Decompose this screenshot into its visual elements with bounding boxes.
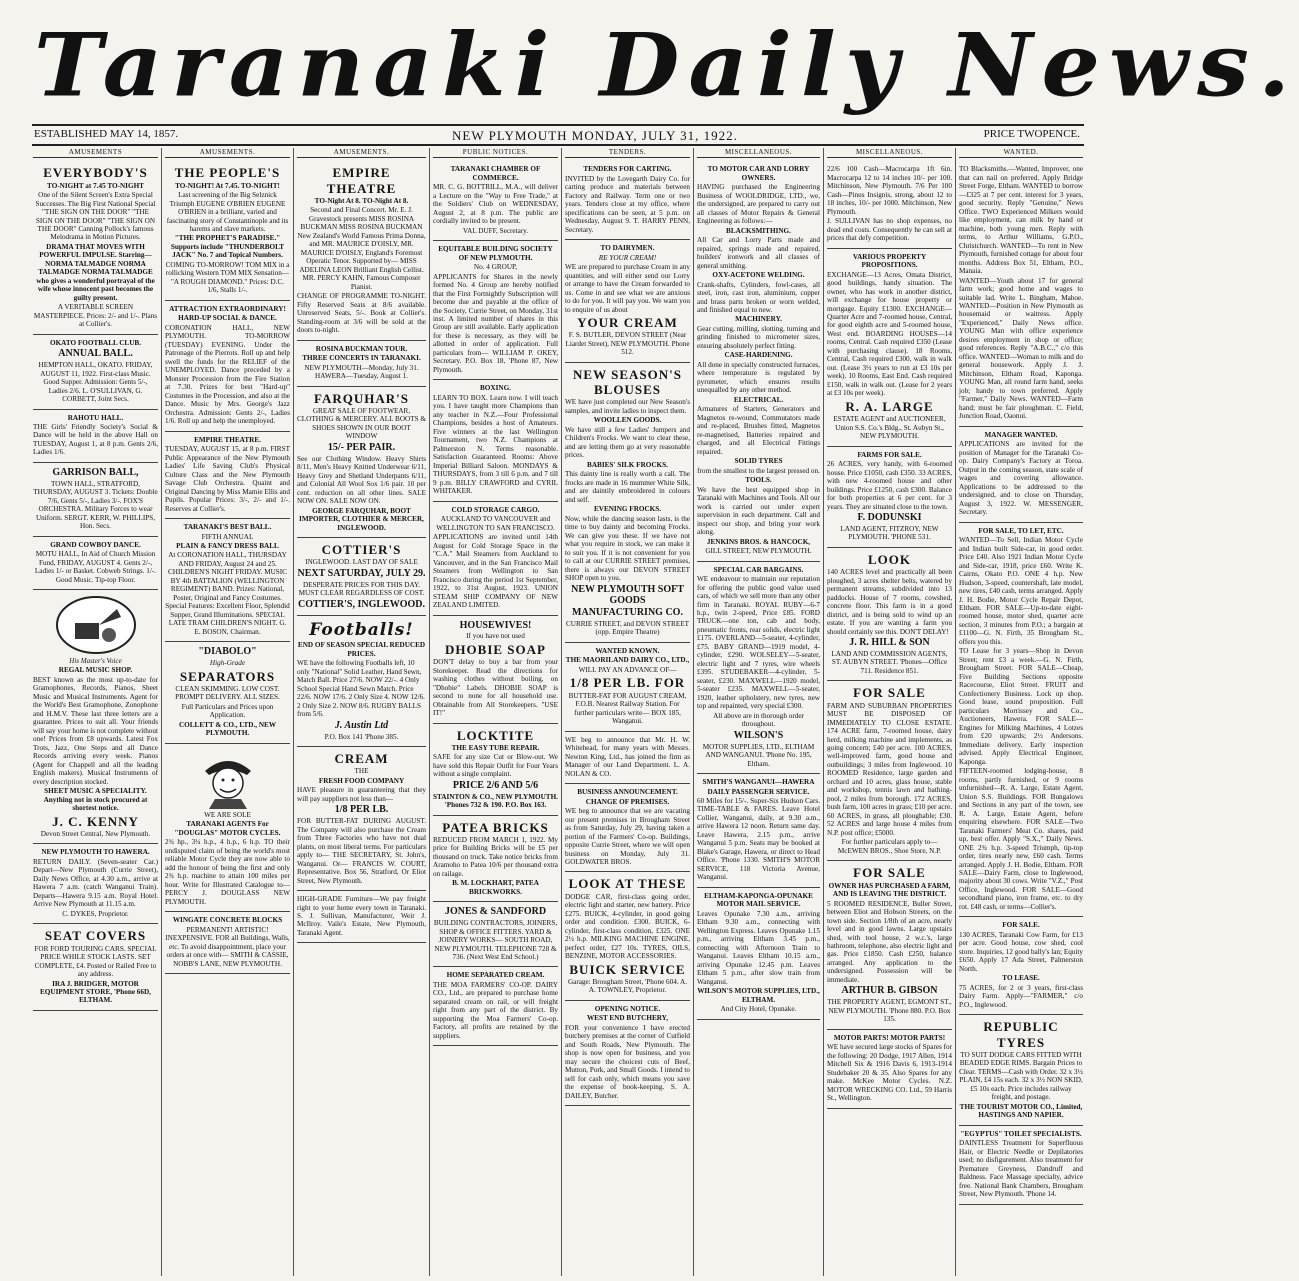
ad-body: 2¾ hp., 3¼ h.p., 4 h.p., 6 h.p. TO their undisputed claim of being the world's most reliable Motor Cycle they are now able to add the honour of being the first and only 2¾ h.p. machine to attain 100 miles per hour. Write for Illustrated Catalogue to— PERCY J. DOUGLASS NEW PLYMOUTH. xyxy=(165,838,290,906)
ad-motor-mail-service xyxy=(697,888,820,1020)
ad-motor-parts xyxy=(827,1030,952,1109)
ad-body: All above are in thorough order throughout. xyxy=(713,711,804,729)
ad-title: EVERYBODY'S xyxy=(43,165,148,181)
ad-title: EMPIRE THEATRE xyxy=(326,165,397,196)
ad-cow-farm xyxy=(959,917,1083,1015)
ad-heading: NEXT SATURDAY, JULY 29. xyxy=(297,567,426,579)
ad-title: FOR SALE xyxy=(853,685,926,701)
ad-heading: DAILY PASSENGER SERVICE. xyxy=(707,787,810,796)
masthead xyxy=(28,6,1299,124)
ad-body: HIGH-GRADE Furniture—We pay freight right to your home every town in Taranaki. S. J. Sullivan, Manufacturer, Weir J. McIlroy. Vaile's Estate, New Plymouth, Taranaki Agent. xyxy=(297,895,426,937)
ad-address: GILL STREET, NEW PLYMOUTH. xyxy=(705,547,812,556)
ad-body: All done in specially constructed furnaces, where temperature is regulated by pyrometer, which ensures results unequalled by any other method. xyxy=(697,360,820,395)
ad-body: WE beg to announce that we are vacating our present premises in Brougham Street as from Saturday, July 29, having taken a portion of the Farmers' Co-op. Buildings, opposite Currie Street, where we will open business on Monday, July 31. GOLDWATER BROS. xyxy=(565,807,690,866)
ad-body: THE Girls' Friendly Society's Social & Dance will be held in the above Hall on TUESDAY, August 1, at 8 p.m. Gents 2/6, Ladies 1/6. xyxy=(33,423,158,457)
ad-heading: HOUSEWIVES! xyxy=(459,619,532,631)
ad-empire-theatre-life-saving xyxy=(165,432,290,519)
ad-title: FOR SALE, TO LET, ETC. xyxy=(978,526,1064,535)
ad-furniture xyxy=(297,891,426,943)
dateline-bar xyxy=(32,124,1084,146)
ad-body: COMING TO-MORROW! TOM MIX in a rollicking Western TOM MIX Sensation— "A ROUGH DIAMOND." Prices: D.C. 1/6, Stalls 1/-. xyxy=(165,260,290,295)
ad-title: ROSINA BUCKMAN TOUR. xyxy=(315,344,408,353)
ad-heading: EVENING FROCKS. xyxy=(593,505,662,514)
notice-building-society xyxy=(433,241,558,380)
ad-title: MOTOR PARTS! MOTOR PARTS! xyxy=(833,1033,946,1042)
ad-heading: BUSINESS ANNOUNCEMENT. xyxy=(577,788,678,797)
ad-body: Leaves Opunake 7.30 a.m., arriving Eltham 9.30 a.m., connecting with Wellington Express. Leaves Opunake 1.15 p.m., arriving Eltham 3.45 p.m., connecting with Afternoon Train to Wanganui. Leaves Eltham 10.15 a.m., arriving Opunake 12.45 p.m. Leaves Eltham 5 p.m., after slow train from Wanganui. xyxy=(697,909,820,986)
column-heading: WANTED. xyxy=(959,148,1083,158)
ad-title: TARANAKI CHAMBER OF COMMERCE. xyxy=(450,165,541,182)
ad-signature: GEORGE FARQUHAR, BOOT IMPORTER, CLOTHIER & MERCER, INGLEWOOD. xyxy=(299,506,424,532)
ad-body: WE have just completed our New Season's samples, and invite ladies to inspect them. xyxy=(565,398,690,415)
ad-dhobie-soap xyxy=(433,616,558,724)
ad-title: TARANAKI AGENTS For "DOUGLAS" MOTOR CYCLES. xyxy=(174,820,281,837)
his-masters-voice-logo xyxy=(55,595,137,655)
ad-title: VARIOUS PROPERTY PROPOSITIONS. xyxy=(852,252,927,270)
ad-heading: THREE CONCERTS IN TARANAKI. xyxy=(302,354,421,363)
ad-body: FOR your convenience I have erected butchery premises at the corner of Cutfield and South Roads, New Plymouth. The shop is now open for business, and you may secure the choicest cuts of Beef, Mutton, Pork, and Small Goods. I intend to sell for cash only, which means you save the expense of book-keeping. S. A. DAILEY, Butcher. xyxy=(565,1023,690,1100)
column-heading: AMUSEMENTS xyxy=(33,148,158,158)
notice-nolan xyxy=(565,732,690,784)
column-heading: TENDERS. xyxy=(565,148,690,158)
ad-footballs xyxy=(297,616,426,747)
ad-signature: J. Austin Ltd xyxy=(334,719,389,731)
ad-body: WE have the following Footballs left, 10 only "National" Solid Leather, Hand Sewn, Match Ball. Price 27/6. NOW 22/-. 4 Only School Special Hand Sewn Match. Price 22/6. NOW 17/6. 2 Only Size 4. NOW 12/6. 2 Only Size 2. NOW 8/6. RUGBY BALLS from 5/6. xyxy=(297,659,425,719)
ad-body: CORONATION HALL, NEW PLYMOUTH. TO-MORROW (TUESDAY) EVENING. Under the Patronage of the Pierrots. Roll up and help swell the funds for the RELIEF of the UNEMPLOYED. Dance preceded by a Monster Procession from the Fire Station at 7.30. Prizes for best "Hard-up" Costumes in the Procession, and also at the Dance. Music by Mrs. George's Jazz Orchestra. Admission: Gents 2/-, Ladies 1/6. Roll up and help the unemployed. xyxy=(165,323,290,426)
column-amusements-3 xyxy=(294,148,430,1276)
ad-signature: C. DYKES, Proprietor. xyxy=(62,909,129,918)
ad-time: TO-NIGHT at 7.45 TO-NIGHT xyxy=(47,181,144,190)
ad-body: WE have secured large stocks of Spares for the following: 20 Dodge, 1917 Allen, 1914 Mitchell Six & 1916 Davis 6, 1913-1914 Studebaker 20 & 35. Also Spares for any make. McKee Motor Cycles. N.Z. MOTOR WRECKING CO. Ltd., 59 Harris St., Wellington. xyxy=(827,1043,953,1103)
ad-body: 130 ACRES, Taranaki Cow Farm, for £13 per acre. Good house, cow shed, cool store. Inquiries, 12 good bally's lan; Equity £650. Apply 17 Ada Street, Palmerston North. xyxy=(959,930,1083,973)
ad-signature: THE TOURIST MOTOR CO., Limited, HASTINGS AND NAPIER. xyxy=(959,1102,1083,1120)
ad-title: WINGATE CONCRETE BLOCKS xyxy=(172,916,283,925)
ad-seat-covers xyxy=(33,924,158,1011)
ad-title: FOR SALE xyxy=(853,865,926,881)
ad-title: THE PEOPLE'S xyxy=(174,165,281,181)
ad-heading: WANTED KNOWN. xyxy=(595,646,660,655)
ad-body: If you have not used xyxy=(466,632,525,641)
ad-diabolo-separators xyxy=(165,642,290,744)
ad-body: WILL PAY AN ADVANCE OF— xyxy=(578,665,677,674)
tender-carting xyxy=(565,161,690,240)
ad-heading: ELECTRICAL. xyxy=(733,395,784,404)
ad-title: EMPIRE THEATRE. xyxy=(194,435,261,444)
ad-body: 60 Miles for 15/-. Super-Six Hudson Cars. TIME-TABLE & FARES. Leave Hotel Collier, Wanganui, daily, at 9.30 a.m., arrive Hawera 12 noon. Return same day. Leave Hawera, 2.15 p.m., arrive Wanganui 5 p.m. Seats may be booked at Blake's Garage, Hawera, or direct to Head Office. 'Phone 1330. SMITH'S MOTOR SERVICE, 118 Victoria Avenue, Wanganui. xyxy=(697,796,820,882)
ad-body: APPLICATIONS are invited until 14th August for Cold Storage Space in the "C.A." Mail Steamers from Auckland to Vancouver, and in the San Francisco Mail Steamers from Wellington to San Francisco during the period 1st September, 1922, to 31st August, 1923. UNION STEAM SHIP COMPANY OF NEW ZEALAND LIMITED. xyxy=(433,533,558,610)
ad-garrison-ball xyxy=(33,463,158,537)
ad-title: DHOBIE SOAP xyxy=(445,641,546,657)
ad-heading: CASE-HARDENING. xyxy=(724,351,793,360)
ad-signature: F. S. BUTLER, DEVON STREET (Near Liardet Street), NEW PLYMOUTH. Phone 512. xyxy=(565,331,690,357)
ad-body: DON'T delay to buy a bar from your Storekeeper. Read the directions for washing clothes without boiling, on "Dhobie" Labels. DHOBIE SOAP is second to none for all household use. Obtainable from All Storekeepers. "USE IT!" xyxy=(433,658,558,718)
ad-title: TENDERS FOR CARTING. xyxy=(583,165,672,174)
ad-jones-sandford xyxy=(433,902,558,967)
ad-signature: For further particulars apply to— McEWEN BROS., Shoe Store, N.P. xyxy=(837,838,942,855)
ad-body: FOR BUTTER-FAT DURING AUGUST. The Company will also purchase the Cream from Three Factories who have not dual plants, on most liberal terms. For particulars apply to— THE SECRETARY, St. John's, Wanganui. Or— FRANCIS W. COURT, Representative. Box 56, Stratford, Or Eliot Street, New Plymouth. xyxy=(297,817,426,885)
ad-body: HAVING purchased the Engineering Business of WOOLDRIDGE, LTD., we, the undersigned, are prepared to carry out all classes of Motor Repairs & General Engineering as follows:— xyxy=(697,183,820,226)
ad-body: All Car and Lorry Parts made and repaired, springs made and repaired, builders' ironwork and all classes of general smithing. xyxy=(697,236,820,270)
ad-jenkins-engineering xyxy=(697,161,820,561)
ad-heading: SOLID TYRES xyxy=(734,457,783,466)
ad-heading: OWNER HAS PURCHASED A FARM, AND IS LEAVING THE DISTRICT. xyxy=(828,881,951,899)
ad-body: FARM AND SUBURBAN PROPERTIES MUST BE DISPOSED OF IMMEDIATELY TO CLOSE ESTATE. 174 ACRE farm, 7-roomed house, dairy herd, milking machine and implements, as going concern; £40 per acre. 100 ACRES, well-improved farm, good house and outbuildings; 3 miles from Inglewood. 10 ROOMED Residence, large garden and orchard and 10 acres, glass house, stable and workshop, tennis lawn and bathing-pool, 2 miles from borough. 172 ACRES, bush farm, 100 acres in grass; £10 per acre. 60 ACRES, in grass, all ploughable; £30. 52 ACRES and large house 4 miles from N.P. post office; £5000. xyxy=(827,701,952,837)
ad-body: CLEAN SKIMMING. LOW COST. PROMPT DELIVERY. ALL SIZES. xyxy=(175,684,280,702)
ad-body: 140 ACRES level and practically all been ploughed, 3 acres shelter belts, watered by permanent streams, subdivided into 13 paddocks. House of 7 rooms, cowshed, concrete floor. This farm is in a good district, and is being sold to wind up an estate. If you are wanting a farm you should certainly see this. DON'T DELAY! xyxy=(827,568,952,636)
ad-signature: J. R. HILL & SON xyxy=(849,636,930,648)
ad-title: JONES & SANDFORD xyxy=(444,906,547,918)
ad-heading: FRESH FOOD COMPANY xyxy=(318,776,405,785)
ad-title: SMITH'S WANGANUI—HAWERA xyxy=(702,778,815,787)
ad-title: HOME SEPARATED CREAM. xyxy=(446,971,545,980)
ad-wingate-blocks xyxy=(165,912,290,974)
ad-buckman-tour xyxy=(297,341,426,387)
ad-body: See our Clothing Window. Heavy Shirts 8/11, Men's Heavy Knitted Underwear 6/11, Heavy Grey and Shetland Underpants 6/11, and Colonial All Wool Sox 1/6 pair. 10 per cent. reduction on all other lines. SALE NOW ON. SALE NOW ON. xyxy=(297,454,426,506)
ad-locktite xyxy=(433,724,558,816)
ad-title: SPECIAL CAR BARGAINS. xyxy=(713,565,804,574)
column-miscellaneous-2 xyxy=(824,148,956,1276)
ad-address: MOTOR SUPPLIES, LTD., ELTHAM AND WANGANUI. 'Phone No. 195, Eltham. xyxy=(702,742,815,768)
column-tenders xyxy=(562,148,694,1276)
ad-title: BOXING. xyxy=(480,384,511,393)
ad-address: ESTATE AGENT and AUCTIONEER, Union S.S. Co.'s Bldg., St. Aubyn St., NEW PLYMOUTH. xyxy=(833,415,946,441)
ad-regal-music xyxy=(33,590,158,844)
ad-address: CURRIE STREET, and DEVON STREET (opp. Empire Theatre) xyxy=(565,620,690,637)
column-miscellaneous-1 xyxy=(694,148,824,1276)
ad-body: BEST known as the most up-to-date for Gramophones, Records, Pianos, Sheet Music and Musical Instruments. Agent for the World's Best Gramophone, Zonophone and H.M.V. These last three letters are a guarantee. Prices to suit all. Your friends will say your home is not complete without one! Prices from £8 upwards. Latest Fox Trots, Jazz, One Steps and all Dance Records arriving every week. Pianos (Agent for Chappell and all the leading English makers). Musical Instruments of every description stocked. xyxy=(33,675,158,786)
ad-body: HEMPTON HALL, OKATO. FRIDAY, AUGUST 11, 1922. First-class Music. Good Supper. Admission: Gents 5/-, Ladies 2/6. L. O'SULLIVAN, G. CORBETT, Joint Secs. xyxy=(38,361,153,404)
ad-look-farm xyxy=(827,548,952,681)
ad-egyptus xyxy=(959,1126,1083,1205)
ad-signature: STAINTON & CO., NEW PLYMOUTH. 'Phones 732 & 190. P.O. Box 163. xyxy=(433,792,558,810)
ad-price: 1/8 PER LB. xyxy=(334,804,389,816)
ad-signature: COLLETT & CO., LTD., NEW PLYMOUTH. xyxy=(178,720,277,738)
ad-heading: MACHINERY. xyxy=(735,315,782,324)
ad-title: GRAND COWBOY DANCE. xyxy=(50,540,141,549)
ad-heading: TARANAKI'S BEST BALL. xyxy=(183,523,272,532)
notice-chamber-of-commerce xyxy=(433,161,558,241)
ad-price: 1/8 PER LB. FOR xyxy=(569,675,686,691)
ad-body: WANTED—To Sell, Indian Motor Cycle and Indian built Side-car, in good order. Price £40. Also 1921 Indian Motor Cycle and Side-car, 1918, price £60. Write K. Cairns, Okato P.O. ONE 4 h.p. New Hudson, 3-speed, countershaft, late model, new tires, £40 cash, terms arranged. Apply J. H. Bodie, Motor Cycle Repair Depot, Eltham. FOR SALE—Up-to-date eight-roomed house, motor shed, quarter acre section, 3 minutes from P.O.; a bargain at £1100—G. N. Firth, 35 Brougham St., offers you this. xyxy=(959,536,1083,646)
ad-heading: TO LEASE. xyxy=(1002,974,1040,983)
ad-body: WANTED—Youth about 17 for general farm work; good home and wages to suitable lad. Write L. Bingham, Mahoe. WANTED—Position in New Plymouth as housemaid or waitress. Apply "Experienced," Daily News office. YOUNG Man with office experience desires employment in shop or office; good references. Reply "A.B.C.," c/o this office. WANTED—Woman to milk and do general housework. Apply J. J. Mitchinson, Eltham Road, Kaponga. YOUNG Man, all round farm hand, seeks job; handy to town preferred. Apply "Farmer," Daily News. WANTED—Farm hand; must be fair ploughman. C. Field, Junction Road, Oaonui. xyxy=(959,276,1083,421)
ad-address: THE PROPERTY AGENT, EGMONT ST., NEW PLYMOUTH. 'Phone 880. P.O. Box 135. xyxy=(827,998,952,1024)
ad-title: CHANGE OF PREMISES. xyxy=(585,797,670,806)
ad-address: And City Hotel, Opunake. xyxy=(720,1005,797,1014)
ad-special-car-bargains xyxy=(697,562,820,774)
ad-title: "DIABOLO" xyxy=(198,646,257,658)
ad-heading: ATTRACTION EXTRAORDINARY! xyxy=(169,304,286,313)
ad-empire-theatre xyxy=(297,161,426,340)
ad-signature: F. DODUNSKI xyxy=(857,512,922,524)
ad-for-sale-residence xyxy=(827,861,952,1029)
ad-body: Crank-shafts, Cylinders, fowl-cases, all steel, iron, cast iron, aluminium, copper and brass parts broken or worn welded, and finished equal to new. xyxy=(697,280,820,314)
column-heading: AMUSEMENTS. xyxy=(165,148,290,158)
ad-body: THE MOA FARMERS' CO-OP. DAIRY CO., Ltd., are prepared to purchase home separated cream on rail, or will freight right from any part of the district. By supporting the Moa Farmers' Co-op. Factory, all profits are retained by the suppliers. xyxy=(433,980,558,1040)
notice-goldwater xyxy=(565,784,690,872)
ad-signature: R. A. LARGE xyxy=(845,398,934,414)
ad-heading: OPENING NOTICE. xyxy=(594,1004,661,1013)
ad-body: DESPERATE PRICES FOR THIS DAY. MUST CLEAR REGARDLESS OF COST. xyxy=(298,580,425,598)
ad-body: EXCHANGE—13 Acres, Omata District, good buildings, handy situation. The owner, who has work in another district, will exchange for house property or mortgage. Equity £1300. EXCHANGE—Quarter Acre and 7-roomed house, Central, for good eighth acre and 5-roomed house, West end. BOARDING HOUSES—14 rooms, Central. Cash required £350 (Lease with purchasing clause). 18 Rooms, Central, Cash required £300, walk in walk out. (Lease 3½ years to run at £3 10s per week). 10 Rooms, East End. Cash required £150, walk in walk out. (Lease for 2 years at £3 10s per week). xyxy=(827,270,952,398)
ad-body: At CORONATION HALL, THURSDAY AND FRIDAY, August 24 and 25. CHILDREN'S NIGHT FRIDAY. MUSIC BY 4th BATTALION (WELLINGTON REGIMENT) BAND. Prizes: National, Poster, Original and Fancy Costumes. Special Features: Excellent Floor, Splendid Supper, Grand Illuminations. SPECIAL LATE TRAM CHILDREN'S NIGHT. G. E. BOSON, Chairman. xyxy=(165,551,290,636)
ad-signature: IRA J. BRIDGER, MOTOR EQUIPMENT STORE, 'Phone 66D, ELTHAM. xyxy=(40,979,151,1005)
ad-fresh-food-cream xyxy=(297,747,426,891)
ad-cowboy-dance xyxy=(33,537,158,590)
ad-heading: RAHOTU HALL. xyxy=(67,413,124,422)
ad-body: 75 ACRES, for 2 or 3 years, first-class Dairy Farm. Apply—"FARMER," c/o P.O., Inglewood. xyxy=(959,983,1083,1009)
ad-body: Armatures of Starters, Generators and Magnetos re-wound, Commutators made and re-placed, Brushes fitted, Magnetos re-magnetised, Batteries repaired and charged, and all Electrical Fittings repaired. xyxy=(697,405,820,456)
classifieds-for-sale xyxy=(959,523,1083,918)
ad-title: SEAT COVERS xyxy=(44,928,147,944)
ad-body: DODGE CAR, first-class going order, electric light and starter, new battery. Price £275. BUICK, 4-cylinder, in good going order and condition. £300. BUICK, 6-cylinder, first-class condition, £325. ONE 2½ h.p. MILKING MACHINE ENGINE, perfect order, £27 10s. TYRES, OILS, BENZINE, MOTOR ACCESSORIES. xyxy=(565,892,690,961)
ad-body: DAINTLESS Treatment for Superfluous Hair, or Electric Needle or Depilatories used; no disfigurement. Also treatment for Premature Greyness, Dandruff and Baldness. Face Massage specialty, advice free. National Bank Chambers, Brougham Street, New Plymouth. 'Phone 14. xyxy=(959,1139,1083,1199)
ad-title: LOOK xyxy=(867,551,911,567)
ad-price: PRICE 2/6 AND 5/6 xyxy=(452,779,539,791)
established-text: ESTABLISHED MAY 14, 1857. xyxy=(34,128,179,140)
ad-patea-bricks xyxy=(433,816,558,903)
ad-signature: NEW PLYMOUTH SOFT GOODS MANUFACTURING CO. xyxy=(571,583,684,619)
ad-title: TO MOTOR CAR AND LORRY OWNERS. xyxy=(707,165,810,182)
ad-body: WE beg to announce that Mr. H. W. Whitehead, for many years with Messrs. Newton King, Ltd., has joined the firm as Manager of our Land Department. L. A. NOLAN & CO. xyxy=(565,735,690,778)
ad-body: This dainty line is really worth a call. The frocks are made in 16 mummer White Silk, and are daintily embroidered in colours and self. xyxy=(565,470,690,504)
ad-west-end-butchery xyxy=(565,1001,690,1106)
column-heading: AMUSEMENTS. xyxy=(297,148,426,158)
ad-signature: B. M. LOCKHART, PATEA BRICKWORKS. xyxy=(452,879,539,896)
notice-cold-storage xyxy=(433,502,558,616)
ad-title: WEST END BUTCHERY, xyxy=(586,1014,669,1023)
ad-body: HAVE pleasure in guaranteeing that they will pay suppliers not less than— xyxy=(297,786,426,803)
ad-body: We have the best equipped shop in Taranaki with Machines and Tools. All our work is carried out under expert supervision in each department. Call and inspect our shop, and bring your work along. xyxy=(697,485,820,537)
ad-body: LEARN TO BOX. Learn now. I will teach you. I have taught more Champions than any teacher in N.Z.—Four Professional Champions, besides a host of Amateurs. Five winners at the last Wellington Tournament, two N.Z. Champions at Palmerston N. Terms reasonable. Satisfaction Guaranteed. Rooms: Above Imperial Billiard Saloon. MONDAYS & THURSDAYS, from 3 till 6 p.m. and 7 till 9 p.m. BILLY CRAWFORD and CYRIL WHITAKER. xyxy=(433,393,558,496)
ad-address: LAND AND COMMISSION AGENTS, ST. AUBYN STREET. 'Phones—Office 711. Residence 851. xyxy=(831,649,948,675)
ad-title: MANAGER WANTED. xyxy=(984,430,1058,439)
ad-title: EQUITABLE BUILDING SOCIETY OF NEW PLYMOUTH. xyxy=(438,245,553,262)
ad-body: MR. C. G. BOTTRILL, M.A., will deliver a Lecture on the "Way to Free Trade," at the Soldiers' Club on WEDNESDAY, August 2, at 8 p.m. The public are cordially invited to be present. xyxy=(433,183,558,226)
issue-date: NEW PLYMOUTH MONDAY, JULY 31, 1922. xyxy=(452,128,738,143)
ad-body: REDUCED FROM MARCH 1, 1922. My price for Building Bricks will be £5 per thousand on truck. Take notice bricks from Aramoho to Patea 10/6 per thousand extra on railage. xyxy=(433,835,558,878)
ad-body: Full Particulars and Prices upon Application. xyxy=(181,702,274,720)
ad-everybodys xyxy=(33,161,158,335)
ad-heading: AUCKLAND TO VANCOUVER and WELLINGTON TO SAN FRANCISCO. xyxy=(436,515,555,532)
ad-body: One of the Silent Screen's Extra Special Successes. The Big First National Special "THE SIGN ON THE DOOR" "THE SIGN ON THE DOOR" "THE SIGN ON THE DOOR" Canning Pollock's famous Melodrama in Motion Pictures. xyxy=(35,191,156,242)
ad-title: HARD-UP SOCIAL & DANCE. xyxy=(178,314,277,323)
ad-body: PERMANENT! ARTISTIC! INEXPENSIVE. FOR all Buildings, Walls, etc. To avoid disappointment, place your orders at once with— SMITH & CASSIE, NOBB'S LANE, NEW PLYMOUTH. xyxy=(165,925,290,968)
ad-body: RETURN DAILY. (Seven-seater Car.) Depart—New Plymouth (Currie Street), Daily News Office, at 4.30 a.m., arrive at Hawera 7 a.m. (catch Wanganui Train). Departs—Hawera 9.15 a.m. Royal Hotel. Arrive New Plymouth at 11.15 a.m. xyxy=(33,857,158,909)
ad-title: REPUBLIC TYRES xyxy=(983,1019,1059,1050)
ad-title: BUICK SERVICE xyxy=(569,961,686,977)
ad-title: FOR SALE. xyxy=(1002,921,1040,930)
ad-body: CHANGE OF PROGRAMME TO-NIGHT. Fifty Reserved Seats at 8/6 available. Unreserved Seats, 5/-. Book at Collier's. Standing-room at 3/6 will be sold at the doors to-night. xyxy=(297,292,426,335)
ad-title: "EGYPTUS" TOILET SPECIALISTS. xyxy=(960,1129,1082,1138)
ad-body: J. SULLIVAN has no shop expenses, no dead end costs. Consequently he can sell at prices that defy competition. xyxy=(827,217,952,243)
notice-boxing xyxy=(433,380,558,501)
ad-body: SAFE for any size Cut or Blow-out. We have sold this Repair Outfit for Four Years without a single complaint. xyxy=(433,753,558,779)
ad-smiths-passenger-service xyxy=(697,774,820,888)
ad-body: 22/6 100 Cash—Macrocarpa 1ft 6in. Macrocarpa 12 to 14 inches 10/- per 100. Mitchinson, New Plymouth. 7/6 Per 100 Cash—Pinus Insignis, strong, about 12 to 18 inches, 10/- per 1000. Mitchinson, New Plymouth. xyxy=(827,165,952,216)
ad-farms-for-sale xyxy=(827,447,952,548)
ad-maoriland-dairy xyxy=(565,643,690,732)
ad-body: MOTU HALL, In Aid of Church Mission Fund, FRIDAY, AUGUST 4. Gents 2/-, Ladies 1/- or Basket. Cobweb Strings. 1/-. Good Music. Tip-top Floor. xyxy=(34,550,157,584)
ad-peoples xyxy=(165,161,290,301)
ad-body: 26 ACRES, very handy, with 6-roomed house. Price £1050, cash £350. 33 ACRES, with new 4-roomed house and other buildings. Price £1250, cash £300. Balance for both properties at 6 per cent. for 3 years. They are situated close to the town. xyxy=(827,460,952,511)
ad-title: YOUR CREAM xyxy=(577,315,678,330)
ad-republic-tyres xyxy=(959,1015,1083,1126)
ad-body: TO Lease for 3 years—Shop in Devon Street; rent £3 a week.—G. N. Firth, Brougham Street. FOR SALE—Cheap, Five Building Sections opposite Racecourse, Eliot Street. FRUIT and Confectionery Business. Lock up shop. Good lease, sound proposition. Full particulars Morrissey and Co., Auctioneers, Hawera. FOR SALE—Engines for Milking Machines, 4 Lotzes from £20 upwards; 2½ Andersons. Immediate delivery. Early inspection advised. Apply Electrical Engineer, Kaponga. xyxy=(959,647,1083,766)
ad-blouses xyxy=(565,363,690,643)
ad-body: APPLICATIONS are invited for the position of Manager for the Taranaki Co-op. Dairy Company's Factory at Toroa. Output in the coming season, state scale of wages and covering allowance. Applications to be addressed to the undersigned, and to close on Thursday, August 3, 1922. W. MESSENGER, Secretary. xyxy=(959,440,1083,517)
ad-body: Gear cutting, milling, slotting, turning and grinding finished to micrometer sizes, ensuring absolutely perfect fitting. xyxy=(697,324,820,350)
ad-signature: ARTHUR B. GIBSON xyxy=(841,985,938,997)
ad-title: LOCKTITE xyxy=(456,727,535,743)
ad-signature: J. C. KENNY xyxy=(52,813,139,829)
ad-heading: RE YOUR CREAM! xyxy=(598,253,657,262)
ad-title: NEW SEASON'S BLOUSES xyxy=(573,366,682,398)
ad-mitchinson-trees xyxy=(827,161,952,248)
ad-body: WE are prepared to purchase Cream in any quantities, and will either send our Lorry or arrange to have the Cream forwarded to us. Come in and see what we are anxious to do for you. It will pay you. We want you to enquire of us about xyxy=(565,263,690,314)
ad-body: GREAT SALE OF FOOTWEAR, CLOTHING & MERCERY. ALL BOOTS & SHOES SHOWN IN OUR BOOT WINDOW xyxy=(297,406,426,441)
page-columns xyxy=(30,148,1086,1276)
ad-body: We have still a few Ladies' Jumpers and Children's Frocks. We want to clear these, and are letting them go at very reasonable prices. xyxy=(565,425,690,460)
ad-okato-ball xyxy=(33,335,158,410)
ad-title: NEW PLYMOUTH TO HAWERA. xyxy=(41,848,150,857)
ad-title: FARMS FOR SALE. xyxy=(857,450,922,459)
ad-title: LOOK AT THESE xyxy=(568,876,687,892)
ad-rahotu xyxy=(33,410,158,463)
ad-heading: WE ARE SOLE xyxy=(204,810,251,819)
ad-body: TUESDAY, AUGUST 15, at 8 p.m. FIRST Public Appearance of the New Plymouth Ladies' Life Saving Club's Physical Culture Class and the New Plymouth Savage Club Orchestra. Quaint and Original Dancing by Miss Mamie Ellis and Pupils. Popular Prices: 3/-, 2/- and 1/-. Reserves at Collier's. xyxy=(165,445,290,513)
ad-heading: OKATO FOOTBALL CLUB. xyxy=(50,338,141,347)
ad-body: TO SUIT DODGE CARS FITTED WITH BEADED EDGE RIMS. Bargain Prices to Clear. TERMS—Cash with Order. 32 x 3½ PLAIN, £4 15s each. 32 x 3½ NON SKID, £5 10s each. Price includes railway freight, and postage. xyxy=(959,1050,1083,1102)
ad-signature: JENKINS BROS. & HANCOCK, xyxy=(706,537,811,546)
ad-hard-up-social xyxy=(165,301,290,432)
ad-body: from the smallest to the largest pressed on. xyxy=(697,466,820,475)
ad-title: ELTHAM-KAPONGA-OPUNAKE MOTOR MAIL SERVICE. xyxy=(704,891,813,909)
ad-body: APPLICANTS for Shares in the newly formed No. 4 Group are hereby notified that the First Fortnightly Subscription will become due and payable at the office of the Society, Currie Street, on Monday, 31st inst. A limited number of shares in this Group are still available. Early application for these is necessary, as they will be allotted in order of application. Full particulars from— WILLIAM P. OKEY, Secretary. P.O. Box 18, 'Phone 87, New Plymouth. xyxy=(433,272,558,374)
ad-title: SEPARATORS xyxy=(179,668,276,684)
ad-body: NEW PLYMOUTH—Monday, July 31. HAWERA—Tuesday, August 1. xyxy=(304,363,419,381)
ad-title: COTTIER'S xyxy=(321,542,402,558)
ad-title: THE MAORILAND DAIRY CO., LTD., xyxy=(565,656,690,665)
ad-title: PATEA BRICKS xyxy=(442,819,549,835)
ad-body: A VERITABLE SCREEN MASTERPIECE. Prices: 2/- and 1/-. Plans at Collier's. xyxy=(33,303,158,329)
ad-body: Garage: Brougham Street, 'Phone 604. A. A. TOWNLEY, Proprietor. xyxy=(567,978,688,995)
ad-address: P.O. Box 141 'Phone 385. xyxy=(324,732,399,741)
ad-hawera-service xyxy=(33,844,158,924)
ad-signature: COTTIER'S, INGLEWOOD. xyxy=(298,598,425,610)
ad-body: INVITED by the Lovegarth Dairy Co. for carting produce and materials between Factory and Railway. Term one or two years. Tenders close at my office, where specifications can be seen, at 5 p.m. on Wednesday, August 9. T. HARRY PENN, Secretary. xyxy=(565,174,690,234)
ad-subtitle: High-Grade xyxy=(209,659,246,668)
ad-heading: BABIES' SILK FROCKS. xyxy=(587,460,668,469)
ad-look-at-these xyxy=(565,872,690,1001)
column-heading: MISCELLANEOUS. xyxy=(827,148,952,158)
ad-signature: WILSON'S MOTOR SUPPLIES, LTD., ELTHAM. xyxy=(697,987,820,1004)
ad-time: TO-Night At 8. TO-Night At 8. xyxy=(314,196,409,205)
ad-body: "THE PROPHET'S PARADISE." Supports include "THUNDERBOLT JACK" No. 7 and Topical Numbers. xyxy=(170,234,285,260)
ad-heading: THE EASY TUBE REPAIR. xyxy=(451,743,540,752)
column-wanted xyxy=(956,148,1086,1276)
ad-body: Now, while the dancing season lasts, is the time to buy dainty and becoming Frocks. We can give you these. If we have not what you require in stock, we can make it to suit you. If it is not convenient for you to call at our CURRIE STREET premises, there is always our DEVON STREET SHOP open to you. xyxy=(565,514,690,583)
column-amusements-1 xyxy=(30,148,162,1276)
ad-heading: OXY-ACETONE WELDING. xyxy=(712,271,805,280)
ad-body: THE xyxy=(354,767,369,776)
column-amusements-2 xyxy=(162,148,294,1276)
ad-large-properties xyxy=(827,249,952,447)
ad-address: Devon Street Central, New Plymouth. xyxy=(40,829,151,838)
ad-body: BUILDING CONTRACTORS, JOINERS, SHOP & OFFICE FITTERS. YARD & JOINERY WORKS— SOUTH ROAD, NEW PLYMOUTH. TELEPHONE 728 & 736. (Next West End School.) xyxy=(433,919,558,961)
ad-body: 5 ROOMED RESIDENCE, Buller Street, between Eliot and Hobson Streets, on the town side. Section 1/8th of an acre, nearly level and in good lawns. Large upstairs shed, with tool house, 2 w.c.'s, large bathroom, telephone, also electric light and gas. Price £1850. Cash £250, balance arranged. Any application to the undersigned. Possession will be immediate. xyxy=(827,899,952,984)
ad-heading: TOOLS. xyxy=(745,476,772,485)
ad-body: WE endeavour to maintain our reputation for offering the public good value used cars, of which we sell more than any other firm in Taranaki. ROYAL RUBY—6-7 h.p., twin 2-speed, Price £85. FORD TRUCK—one ton, cab and body, pneumatic fronts, rear solids, electric light £175. OVERLAND—5-seater, 4-cylinder, £75. BABY GRAND—1919 model, 4-cylinder, £290. WOLSELEY—5-seater, electric light and 7 tyres, wire wheels £395. STUDEBAKER—4-cylinder, 5-seater, £230. MAXWELL—1920 model, 5-seater £235. MAXWELL—5-seater, 1920, leather upholstery, new tyres, new top and repainted, very special £300. xyxy=(697,575,820,711)
ad-title: PLAIN & FANCY DRESS BALL xyxy=(176,541,279,550)
ad-title: CREAM xyxy=(334,751,389,767)
ad-fancy-dress-ball xyxy=(165,519,290,642)
ad-body: BUTTER-FAT FOR AUGUST CREAM, F.O.B. Nearest Railway Station. For further particulars write— BOX 185, Wanganui. xyxy=(568,691,687,726)
ad-douglas-motorcycles xyxy=(165,744,290,912)
ad-heading: WOOLLEN GOODS. xyxy=(593,416,662,425)
ad-manager-wanted xyxy=(959,427,1083,523)
logo-caption: His Master's Voice xyxy=(69,657,122,666)
ad-body: TO Blacksmiths.—Wanted, Improver, one that can nail on preferred. Apply Bridge Street Forge, Eltham. WANTED to borrow—£325 at 7 per cent. interest for 3 years, good security. Reply "Genuine," News Office. TWO Experienced Milkers would like employment, can milk by hand or machine, both young men. Reply with terms, to Arthur Williams, G.P.O., Christchurch. WANTED—To rent in New Plymouth, furnished cottage for about four months. Address Box 51, Eltham, P.O., Manaia. xyxy=(959,165,1083,276)
price-text: PRICE TWOPENCE. xyxy=(983,128,1080,140)
man-with-cap-illustration xyxy=(193,749,263,809)
ad-heading: END OF SEASON SPECIAL REDUCED PRICES. xyxy=(297,641,426,658)
ad-price: 15/- PER PAIR. xyxy=(327,441,396,453)
column-public-notices xyxy=(430,148,562,1276)
ad-title: COLD STORAGE CARGO. xyxy=(451,505,540,514)
ad-body: FIFTEEN-roomed lodging-house, 8 rooms, partly furnished, or 9 rooms unfurnished—R. A. Large, Estate Agent, Union S.S. Buildings. FOR Bungalows and Sections in any part of the town, see R. A. Large, Estate Agent, before enquiring elsewhere. FOR SALE—Two Taranaki Farmers' Meat Co. shares, paid up, best offer. Apply "S.X.," Daily News. ONE 2¾ h.p. 3-speed Triumph, tip-top order, tires nearly new, £60 cash. Terms arranged. Apply J. H. Bodie, Eltham. FOR SALE—Dairy Farm, close to Inglewood, majority about 30 cows. Write "V.Z.," Post Office, Inglewood. FOR SALE—Good secondhand piano, iron frame, etc. to dry rot. £48 cash, or terms—Collier's. xyxy=(959,767,1083,911)
ad-body: Second and Final Concert. Mr. E. J. Gravestock presents MISS ROSINA BUCKMAN MISS ROSINA BUCKMAN New Zealand's World Famous Prima Donna, and MR. MAURICE D'OISLY, MR. MAURICE D'OISLY, England's Foremost Operatic Tenor. Supported by— MISS ADELINA LEON Brilliant English Cellist. MR. PERCY KAHN, Famous Composer Pianist. xyxy=(297,206,426,291)
ad-body: SHEET MUSIC A SPECIALITY. Anything not in stock procured at shortest notice. xyxy=(43,787,148,813)
ad-heading: No. 4 GROUP, xyxy=(473,263,518,272)
ad-farquhars xyxy=(297,387,426,538)
ad-body: INGLEWOOD. LAST DAY OF SALE xyxy=(305,558,418,567)
ad-address: LAND AGENT, FITZROY, NEW PLYMOUTH. 'PHONE 531. xyxy=(840,524,939,542)
column-heading: MISCELLANEOUS. xyxy=(697,148,820,158)
ad-body: FOR FORD TOURING CARS. SPECIAL PRICE WHILE STOCK LASTS. SET COMPLETE, £4. Posted or Railed Free to any address. xyxy=(34,944,157,979)
column-heading: PUBLIC NOTICES. xyxy=(433,148,558,158)
ad-butler-cream xyxy=(565,240,690,363)
ad-body: TOWN HALL, STRATFORD, THURSDAY, AUGUST 3. Tickets: Double 7/6, Gents 5/-, Ladies 3/-. FOX'S ORCHESTRA. Military Forces to wear Uniform. SERGT. KERR, W. PHILLIPS, Hon. Secs. xyxy=(33,479,158,531)
ad-for-sale-estate xyxy=(827,681,952,861)
ad-signature: VAL DUFF, Secretary. xyxy=(462,226,529,235)
ad-body: DRAMA THAT MOVES WITH POWERFUL IMPULSE. Starring— NORMA TALMADGE NORMA TALMADGE NORMA TALMADGE who gives a wonderful portrayal of the wife whose innocent past becomes the guilty present. xyxy=(36,242,155,302)
ad-title: FARQUHAR'S xyxy=(314,390,409,406)
ad-heading: TO DAIRYMEN. xyxy=(600,244,655,253)
ad-signature: WILSON'S xyxy=(733,729,784,741)
ad-home-separated-cream xyxy=(433,967,558,1046)
ad-title: Footballs! xyxy=(309,620,414,641)
ad-body: Last screening of the Big Selznick Triumph EUGENE O'BRIEN EUGENE O'BRIEN in a brilliant, varied and fascinating story of Constantinople and its harems and slave markets. xyxy=(166,191,289,233)
ad-heading: FIFTH ANNUAL xyxy=(201,532,254,541)
classifieds-wanted xyxy=(959,161,1083,427)
ad-time: TO-NIGHT! At 7.45. TO-NIGHT! xyxy=(175,181,280,190)
newspaper-title: Taranaki Daily News. xyxy=(34,13,1299,117)
ad-title: GARRISON BALL, xyxy=(52,466,139,478)
ad-cottiers xyxy=(297,538,426,616)
ad-title: REGAL MUSIC SHOP. xyxy=(58,666,133,675)
ad-title: ANNUAL BALL. xyxy=(58,348,133,360)
ad-heading: BLACKSMITHING. xyxy=(726,226,791,235)
